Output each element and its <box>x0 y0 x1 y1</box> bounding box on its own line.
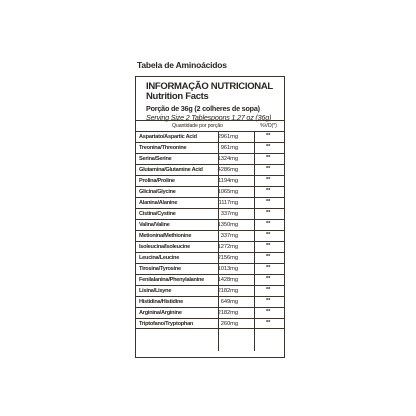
amino-acid-name: Treonina/Threonine <box>139 144 187 151</box>
amino-acid-amount: 2156mg <box>217 254 238 261</box>
amino-acid-name: Leucina/Leucine <box>139 254 180 261</box>
daily-value-marker: ** <box>266 155 271 161</box>
amino-acid-amount: 1117mg <box>218 199 238 206</box>
amino-acid-name: Valina/Valine <box>139 221 170 228</box>
amino-acid-name: Serina/Serine <box>139 155 172 162</box>
amino-acid-amount: 4286mg <box>217 166 238 173</box>
daily-value-marker: ** <box>266 166 271 172</box>
amino-acid-amount: 1428mg <box>217 276 238 283</box>
amino-acid-amount: 1065mg <box>217 188 238 195</box>
serving-size-pt: Porção de 36g (2 colheres de sopa) <box>146 104 260 113</box>
amino-acid-name: Metionina/Methionine <box>139 232 192 239</box>
amino-acid-amount: 2182mg <box>217 309 238 316</box>
daily-value-marker: ** <box>266 320 271 326</box>
amino-acid-name: Prolina/Proline <box>139 177 175 184</box>
table-row <box>136 263 284 274</box>
amino-acid-amount: 1272mg <box>217 243 238 250</box>
amino-acid-name: Aspartato/Aspartic Acid <box>139 133 197 140</box>
amino-acid-name: Isoleucina/Isoleucine <box>139 243 191 250</box>
daily-value-marker: ** <box>266 243 271 249</box>
nutrition-facts-panel <box>135 76 285 358</box>
table-title: Tabela de Aminoácidos <box>137 60 227 70</box>
header-title-pt: INFORMAÇÃO NUTRICIONAL <box>146 81 273 92</box>
table-row <box>136 219 284 230</box>
amino-acid-name: Glutamina/Glutamine Acid <box>139 166 203 173</box>
amino-acid-amount: 961mg <box>220 144 238 151</box>
daily-value-marker: ** <box>266 199 271 205</box>
table-row <box>136 241 284 252</box>
daily-value-marker: ** <box>266 298 271 304</box>
daily-value-marker: ** <box>266 276 271 282</box>
table-row <box>136 285 284 296</box>
amino-acid-amount: 1013mg <box>217 265 238 272</box>
daily-value-marker: ** <box>266 265 271 271</box>
daily-value-marker: ** <box>266 254 271 260</box>
daily-value-marker: ** <box>266 287 271 293</box>
amino-acid-name: Tirosina/Tyrosine <box>139 265 181 272</box>
table-row <box>136 131 284 142</box>
daily-value-marker: ** <box>266 144 271 150</box>
daily-value-marker: ** <box>266 133 271 139</box>
table-row <box>136 197 284 208</box>
amino-acid-name: Glicina/Glycine <box>139 188 176 195</box>
header-title-en: Nutrition Facts <box>146 91 209 102</box>
daily-value-marker: ** <box>266 210 271 216</box>
daily-value-marker: ** <box>266 188 271 194</box>
amino-acid-amount: 1194mg <box>218 177 238 184</box>
table-row <box>136 296 284 307</box>
table-row <box>136 307 284 318</box>
table-row <box>136 153 284 164</box>
table-row <box>136 164 284 175</box>
daily-value-marker: ** <box>266 221 271 227</box>
table-row <box>136 274 284 285</box>
column-header-quantity: Quantidade por porção <box>172 123 223 129</box>
amino-acid-amount: 337mg <box>220 232 238 239</box>
amino-acid-amount: 2961mg <box>217 133 238 140</box>
table-row <box>136 230 284 241</box>
amino-acid-name: Arginina/Arginine <box>139 309 182 316</box>
table-row <box>136 186 284 197</box>
serving-size-en: Serving Size 2 Tablespoons 1,27 oz (36g) <box>146 113 272 122</box>
amino-acid-name: Fenilalanina/Phenylalanine <box>139 276 204 283</box>
daily-value-marker: ** <box>266 232 271 238</box>
table-row <box>136 252 284 263</box>
amino-acid-amount: 1350mg <box>217 221 238 228</box>
table-row <box>136 142 284 153</box>
amino-acid-name: Triptofano/Tryptophan <box>139 320 194 327</box>
amino-acid-name: Histidina/Histidine <box>139 298 184 305</box>
amino-acid-amount: 649mg <box>220 298 238 305</box>
daily-value-marker: ** <box>266 177 271 183</box>
amino-acid-amount: 337mg <box>220 210 238 217</box>
table-row <box>136 208 284 219</box>
table-row <box>136 175 284 186</box>
table-row <box>136 318 284 329</box>
amino-acid-amount: 2182mg <box>217 287 238 294</box>
daily-value-marker: ** <box>266 309 271 315</box>
amino-acid-amount: 260mg <box>220 320 238 327</box>
header-divider <box>136 120 284 121</box>
amino-acid-name: Lisina/Lisyne <box>139 287 172 294</box>
amino-acid-table <box>136 131 284 329</box>
column-header-daily-value: %VD(*) <box>260 123 277 129</box>
amino-acid-amount: 1324mg <box>217 155 238 162</box>
amino-acid-name: Alanina/Alanine <box>139 199 178 206</box>
amino-acid-name: Cistina/Cystine <box>139 210 176 217</box>
panel-header <box>146 82 282 122</box>
